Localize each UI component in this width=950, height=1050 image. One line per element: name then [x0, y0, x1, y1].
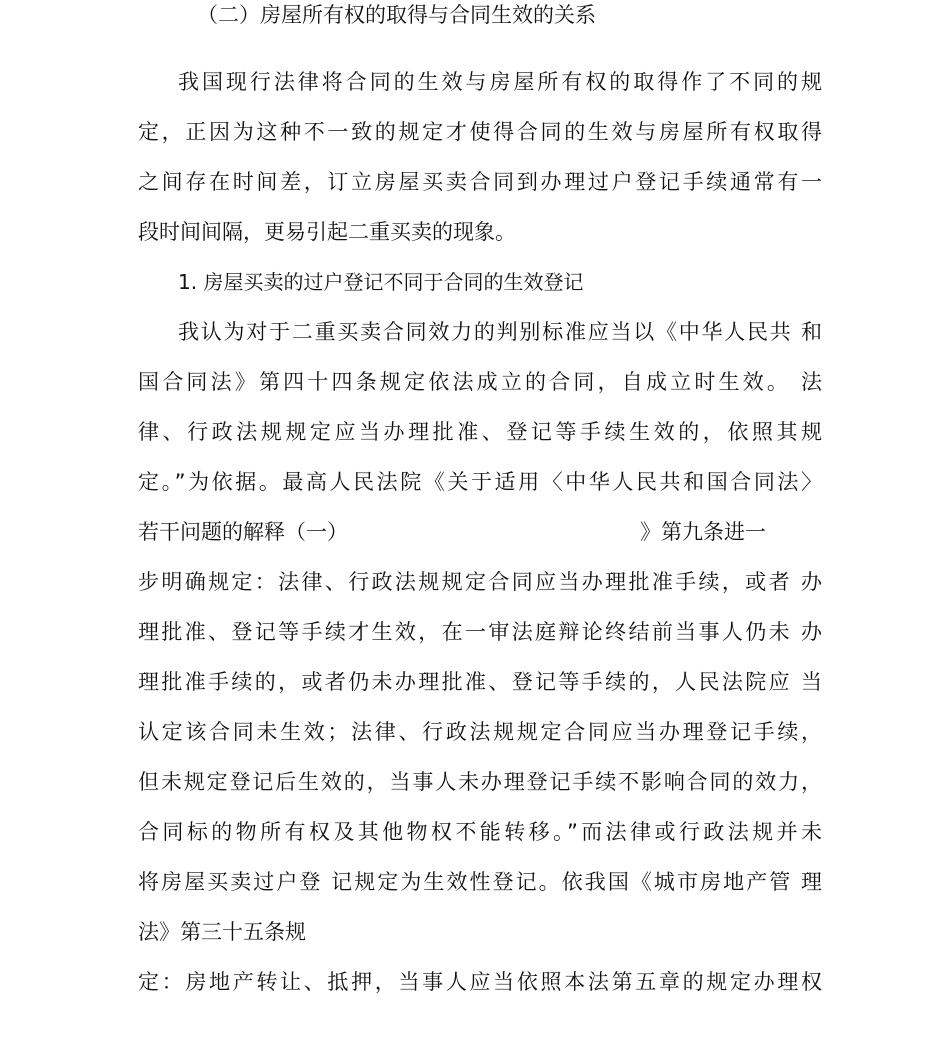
paragraph-line: 定。”为依据。最高人民法院《关于适用〈中华人民共和国合同法〉	[138, 470, 822, 494]
paragraph-line: 定，正因为这种不一致的规定才使得合同的生效与房屋所有权取得	[138, 120, 822, 144]
paragraph-line: 但未规定登记后生效的，当事人未办理登记手续不影响合同的效力，	[138, 770, 822, 794]
subheading: 1. 房屋买卖的过户登记不同于合同的生效登记	[178, 270, 584, 294]
paragraph-line: 理批准手续的，或者仍未办理批准、登记等手续的，人民法院应 当	[138, 670, 822, 694]
paragraph-line: 若干问题的解释（一）	[138, 520, 348, 544]
paragraph-line: 段时间间隔，更易引起二重买卖的现象。	[138, 220, 516, 244]
paragraph-line: 合同标的物所有权及其他物权不能转移。”而法律或行政法规并未	[138, 820, 822, 844]
paragraph-line: 我国现行法律将合同的生效与房屋所有权的取得作了不同的规	[178, 70, 822, 94]
section-heading: （二）房屋所有权的取得与合同生效的关系	[197, 3, 596, 27]
paragraph-line: 我认为对于二重买卖合同效力的判别标准应当以《中华人民共 和	[178, 320, 822, 344]
paragraph-line: 理批准、登记等手续才生效，在一审法庭辩论终结前当事人仍未 办	[138, 620, 822, 644]
paragraph-line: 认定该合同未生效；法律、行政法规规定合同应当办理登记手续，	[138, 720, 822, 744]
paragraph-line: 定：房地产转让、抵押，当事人应当依照本法第五章的规定办理权	[138, 970, 822, 994]
paragraph-line: 法》第三十五条规	[138, 920, 306, 944]
paragraph-line: 律、行政法规规定应当办理批准、登记等手续生效的，依照其规	[138, 420, 822, 444]
paragraph-line: 将房屋买卖过户登 记规定为生效性登记。依我国《城市房地产管 理	[138, 870, 822, 894]
paragraph-line-fragment: 》第九条进一	[640, 520, 766, 544]
paragraph-line: 之间存在时间差，订立房屋买卖合同到办理过户登记手续通常有一	[138, 170, 822, 194]
paragraph-line: 国合同法》第四十四条规定依法成立的合同，自成立时生效。 法	[138, 370, 822, 394]
paragraph-line: 步明确规定：法律、行政法规规定合同应当办理批准手续，或者 办	[138, 570, 822, 594]
